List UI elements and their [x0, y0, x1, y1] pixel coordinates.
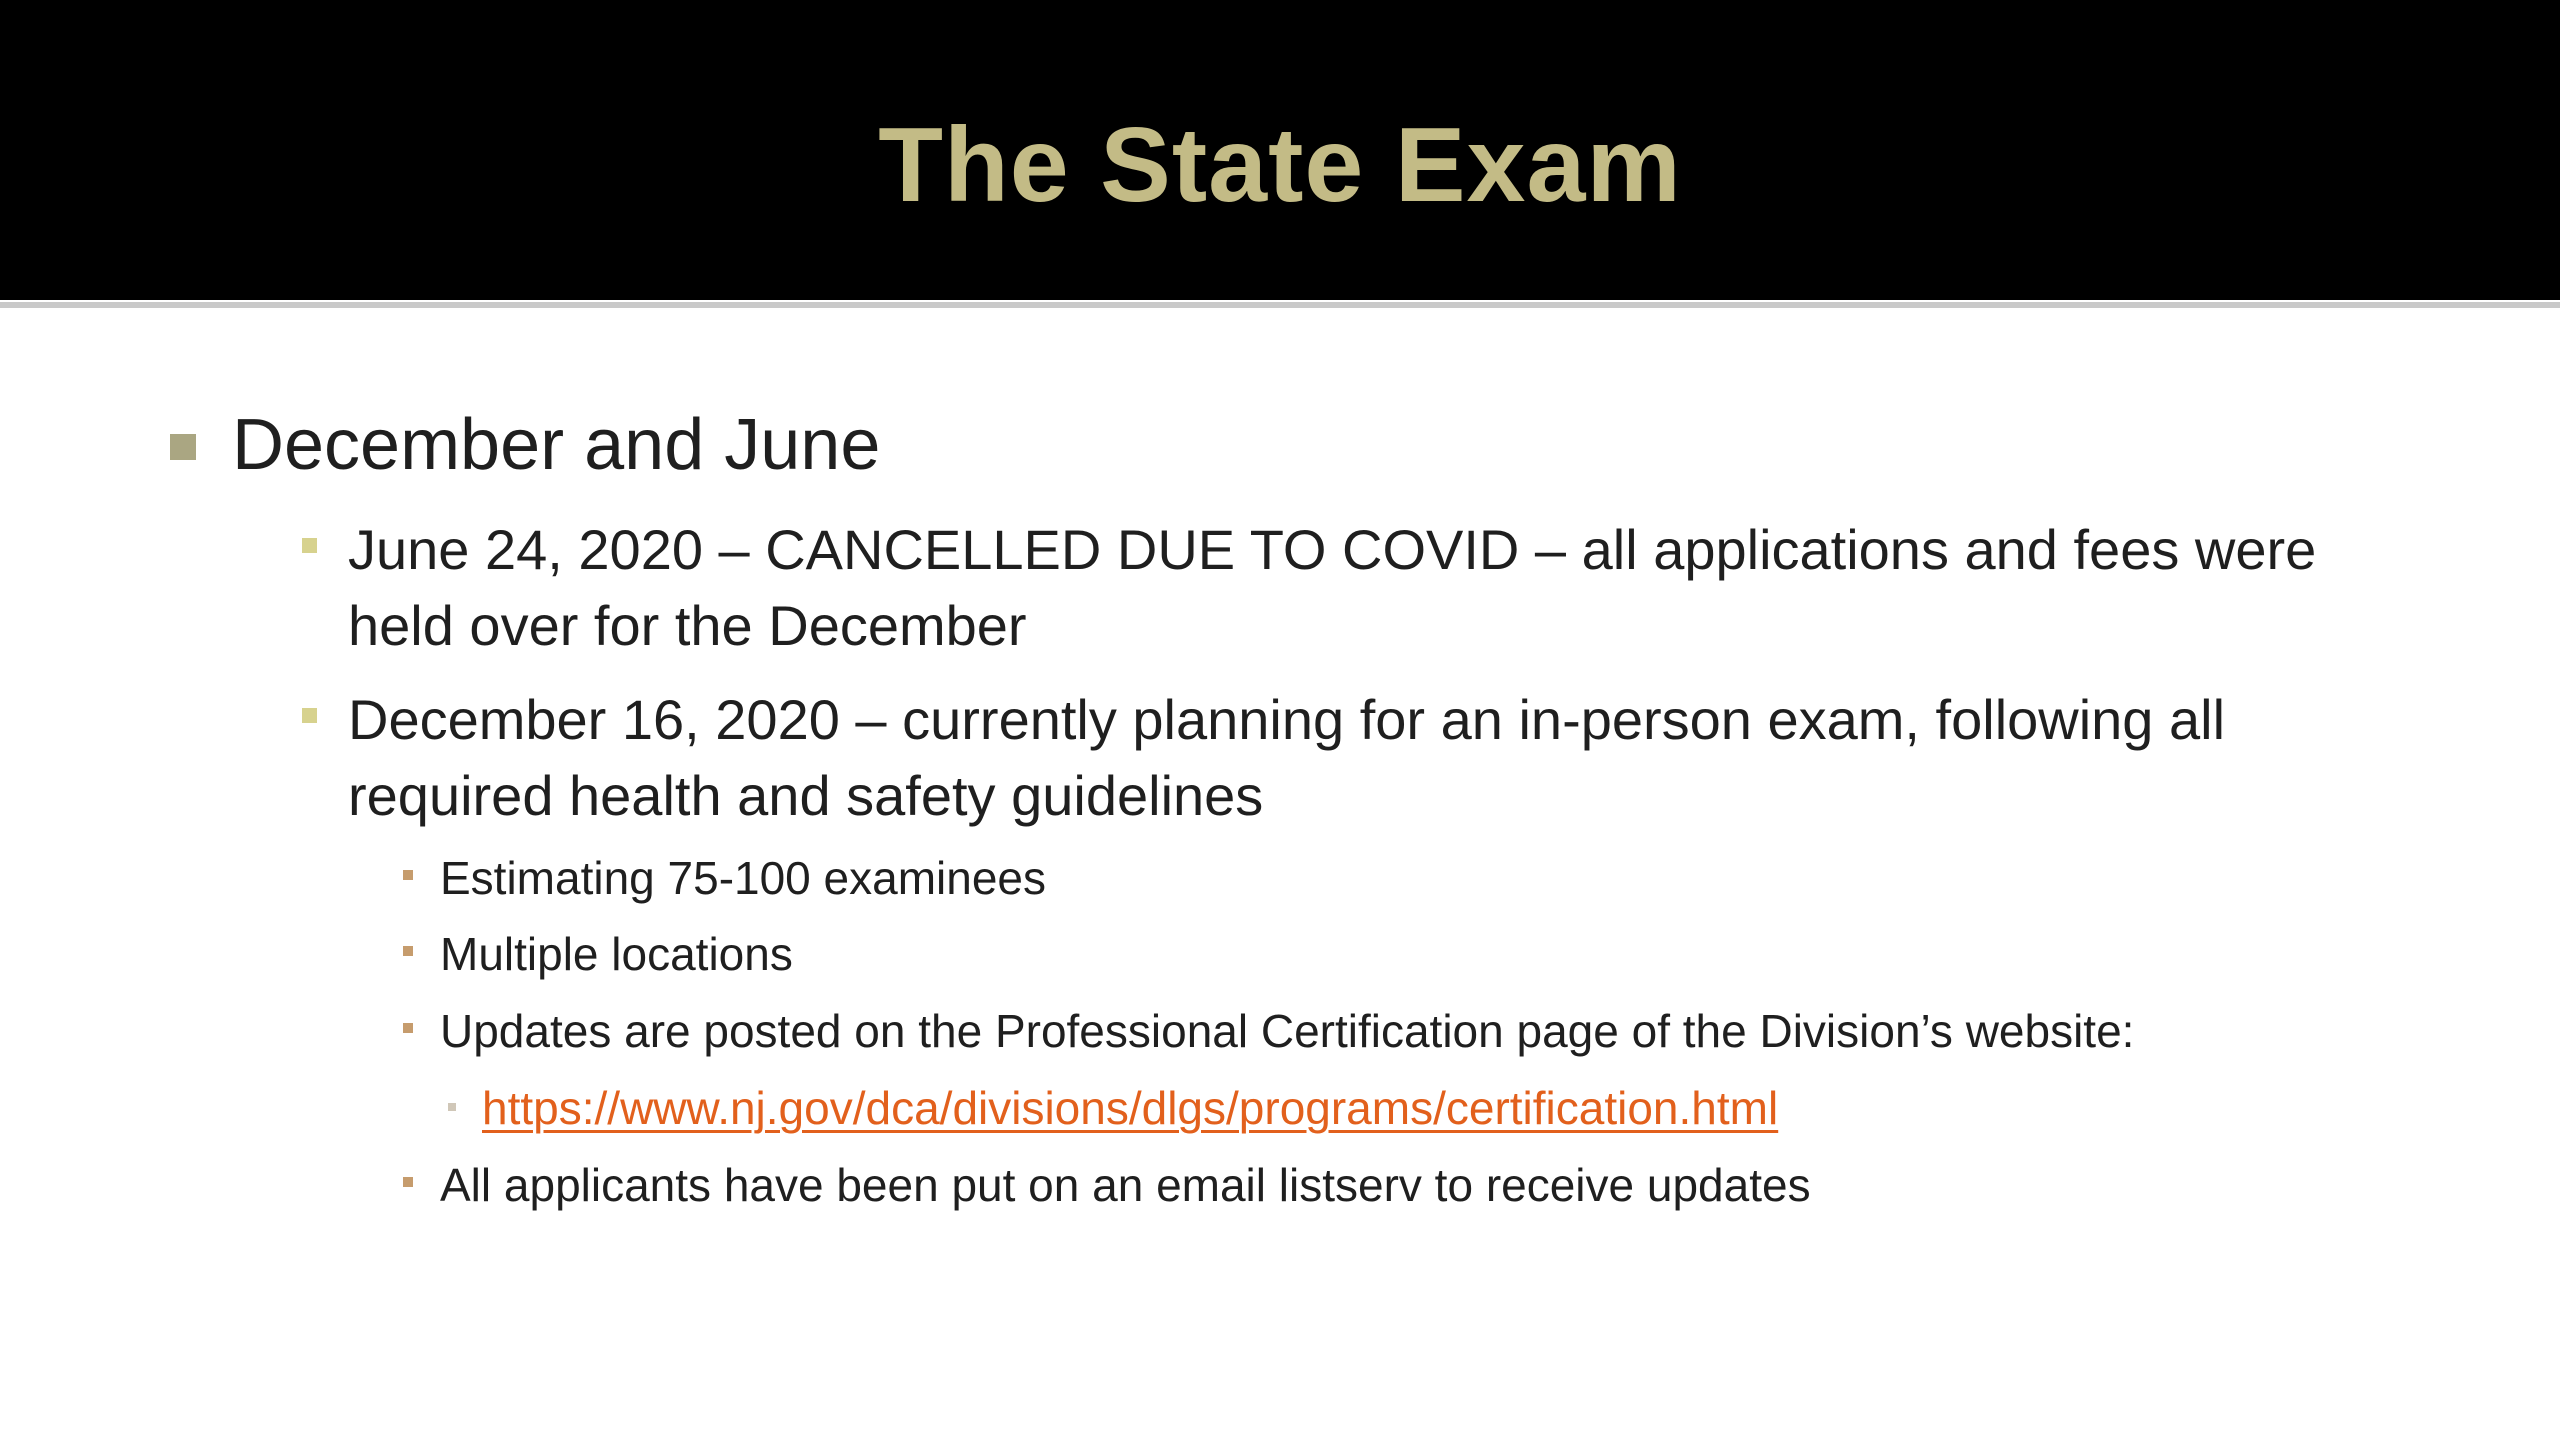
- slide-title: The State Exam: [878, 106, 1682, 224]
- bullet-level3-listserv: [440, 1153, 1811, 1217]
- bullet-text: December and June: [232, 405, 881, 485]
- square-bullet-icon: [302, 708, 317, 723]
- bullet-level3-updates: [440, 999, 2134, 1063]
- bullet-text: All applicants have been put on an email listserv to receive updates: [440, 1159, 1811, 1211]
- bullet-level3-locations: [440, 922, 793, 986]
- square-bullet-icon: [403, 1177, 413, 1187]
- square-bullet-icon: [170, 434, 196, 460]
- certification-page-link[interactable]: https://www.nj.gov/dca/divisions/dlgs/programs/certification.html: [482, 1082, 1779, 1134]
- title-divider: [0, 302, 2560, 308]
- bullet-text: Multiple locations: [440, 928, 793, 980]
- bullet-text: Estimating 75-100 examinees: [440, 852, 1046, 904]
- square-bullet-icon: [302, 538, 317, 553]
- bullet-level3-examinees: [440, 846, 1046, 910]
- bullet-text: Updates are posted on the Professional Certification page of the Division’s website:: [440, 1005, 2135, 1057]
- square-bullet-icon: [403, 946, 413, 956]
- square-bullet-icon: [403, 1023, 413, 1033]
- square-bullet-icon: [448, 1103, 456, 1111]
- square-bullet-icon: [403, 870, 413, 880]
- bullet-text: December 16, 2020 – currently planning for an in-person exam, following all required health and safety guidelines: [348, 688, 2226, 827]
- bullet-level1-december-and-june: [232, 402, 880, 488]
- bullet-text: June 24, 2020 – CANCELLED DUE TO COVID – all applications and fees were held over for the December: [348, 518, 2317, 657]
- bullet-level2-december-planned: [348, 682, 2368, 834]
- bullet-level4-website-link: [482, 1076, 1778, 1140]
- bullet-level2-june-cancelled: [348, 512, 2368, 664]
